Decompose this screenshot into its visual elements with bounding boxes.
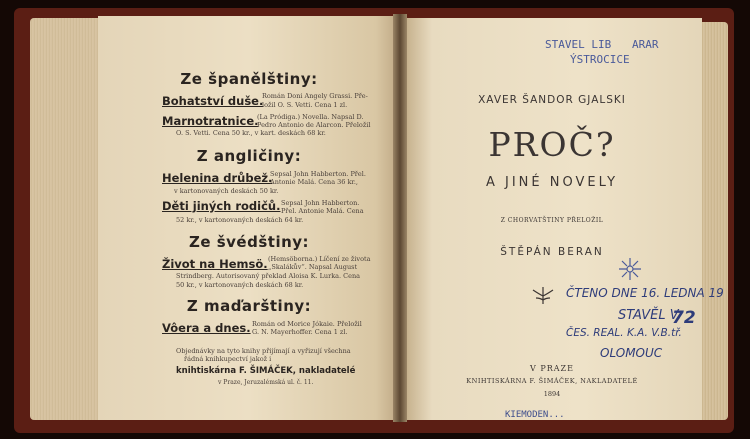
section-heading: Ze španělštiny: <box>180 70 318 88</box>
library-stamp: ARAR <box>632 38 659 51</box>
handwritten-school: ČES. REAL. K.A. V.B.tř. <box>566 327 682 339</box>
book-desc: O. S. Vetti. Cena 50 kr., v kart. deskách 68 kr. <box>176 129 326 137</box>
book-desc: Sepsal John Habberton. Přel. <box>270 170 366 178</box>
book-title: Život na Hemsö. <box>162 257 268 271</box>
book-desc: 52 kr., v kartonovaných deskách 64 kr. <box>176 216 304 224</box>
book-desc: Strindberg. Autorisovaný překlad Aloisa K. Lurka. Cena <box>176 272 361 280</box>
book-desc: (La Pródiga.) Novella. Napsal D. <box>257 113 364 121</box>
order-note: Objednávky na tyto knihy přijímají a vyřizují všechna <box>176 347 351 355</box>
handwritten-place-label: STAVĚL V. <box>618 308 682 323</box>
book-main-title: PROČ? <box>488 125 616 164</box>
book-desc: 50 kr., v kartonovaných deskách 68 kr. <box>176 281 304 289</box>
handwritten-place-number: 72 <box>672 308 696 328</box>
printer-name: KNIHTISKÁRNA F. ŠIMÁČEK, NAKLADATELÉ <box>466 377 638 385</box>
book-desc: Přel. Antonie Malá. Cena <box>281 207 364 215</box>
book-desc: v kartonovaných deskách 50 kr. <box>174 187 279 195</box>
book-title: Vôera a dnes. <box>162 321 251 335</box>
book-desc: Antonie Malá. Cena 36 kr., <box>270 178 358 186</box>
book-title: Marnotratnice. <box>162 114 259 128</box>
library-stamp: STAVEL LIB <box>545 38 612 51</box>
handwritten-city: OLOMOUC <box>600 346 663 360</box>
page-edges-right <box>698 22 728 420</box>
book-title: Děti jiných rodičů. <box>162 199 281 213</box>
publisher-mark-icon <box>530 284 556 306</box>
book-title: Bohatství duše. <box>162 94 264 108</box>
order-note: řádná knihkupectví jakož i <box>184 355 272 363</box>
publisher-address: v Praze, Jeruzalémská ul. č. 11. <box>218 379 314 386</box>
book-desc: (Hemsöborna.) Líčení ze života <box>268 255 371 263</box>
book-desc: G. N. Mayerhoffer. Cena 1 zl. <box>252 328 348 336</box>
book-subtitle: A JINÉ NOVELY <box>485 175 619 190</box>
author-name: XAVER ŠANDOR GJALSKI <box>478 94 626 106</box>
bottom-stamp: KIEMODEN... <box>505 410 565 420</box>
section-heading: Ze švédštiny: <box>188 233 310 251</box>
book-desc: ložil O. S. Vetti. Cena 1 zl. <box>262 101 348 109</box>
section-heading: Z angličiny: <box>196 147 302 165</box>
book-desc: „Skalákův“. Napsal August <box>268 263 358 271</box>
book-title: Helenina drůbež. <box>162 171 273 185</box>
publisher-name: knihtiskárna F. ŠIMÁČEK, nakladatelé <box>176 366 356 376</box>
translator-name: ŠTĚPÁN BERAN <box>500 246 604 258</box>
section-heading: Z maďarštiny: <box>186 297 312 315</box>
book-desc: Pedro Antonio de Alarcon. Přeložil <box>257 121 371 129</box>
publication-city: V PRAZE <box>530 364 574 373</box>
translation-note: Z CHORVATŠTINY PŘELOŽIL <box>500 217 604 224</box>
book-desc: Román od Morice Jókaie. Přeložil <box>252 320 362 328</box>
book-desc: Román Doni Angely Grassi. Pře- <box>262 92 368 100</box>
library-stamp: ÝSTROCICE <box>570 53 630 66</box>
publication-year: 1894 <box>543 390 561 398</box>
book-desc: Sepsal John Habberton. <box>281 199 360 207</box>
flower-ornament-icon <box>617 256 643 282</box>
handwritten-read-date: ČTENO DNE 16. LEDNA 19 <box>566 286 724 300</box>
